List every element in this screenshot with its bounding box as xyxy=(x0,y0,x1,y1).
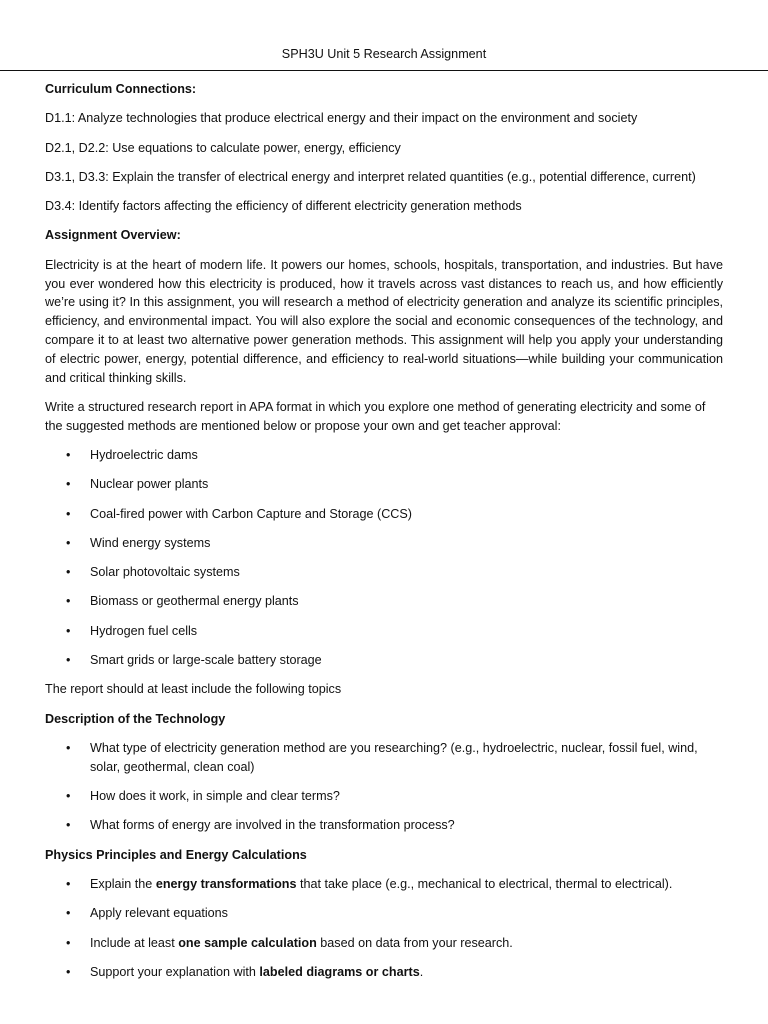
bullet-icon: • xyxy=(66,447,71,462)
item-text-pre: Include at least xyxy=(90,935,179,950)
description-heading: Description of the Technology xyxy=(45,711,226,726)
list-item xyxy=(45,739,723,777)
document-header xyxy=(0,47,768,61)
list-item xyxy=(45,651,723,670)
bullet-icon: • xyxy=(66,964,71,979)
method-text: Wind energy systems xyxy=(90,535,211,550)
list-item xyxy=(45,934,723,953)
bullet-icon: • xyxy=(66,789,71,804)
method-text: Hydroelectric dams xyxy=(90,447,198,462)
curriculum-item: D1.1: Analyze technologies that produce electrical energy and their impact on the environment and society xyxy=(45,111,638,126)
curriculum-item: D2.1, D2.2: Use equations to calculate power, energy, efficiency xyxy=(45,140,401,155)
item-text-post: that take place (e.g., mechanical to electrical, thermal to electrical). xyxy=(296,876,673,891)
item-text-bold: one sample calculation xyxy=(178,935,317,950)
list-item xyxy=(45,875,723,894)
instructions-paragraph: Write a structured research report in APA format in which you explore one method of generating electricity and some of the suggested methods are mentioned below or propose your own and get teacher approval: xyxy=(45,399,706,433)
topics-intro: The report should at least include the following topics xyxy=(45,682,342,697)
header-divider xyxy=(0,70,768,71)
curriculum-item: D3.1, D3.3: Explain the transfer of electrical energy and interpret related quantities (e.g., potential difference, current) xyxy=(45,169,696,184)
question-text: What forms of energy are involved in the transformation process? xyxy=(90,818,455,833)
method-text: Solar photovoltaic systems xyxy=(90,565,240,580)
question-text: What type of electricity generation method are you researching? (e.g., hydroelectric, nuclear, fossil fuel, wind, solar, geothermal, clean coal) xyxy=(90,740,698,774)
list-item xyxy=(45,787,723,806)
list-item xyxy=(45,592,723,611)
item-text-bold: labeled diagrams or charts xyxy=(259,964,420,979)
bullet-icon: • xyxy=(66,653,71,668)
list-item xyxy=(45,622,723,641)
curriculum-heading: Curriculum Connections: xyxy=(45,82,197,96)
bullet-icon: • xyxy=(66,876,71,891)
method-text: Nuclear power plants xyxy=(90,477,209,492)
list-item xyxy=(45,505,723,524)
bullet-icon: • xyxy=(66,565,71,580)
physics-heading: Physics Principles and Energy Calculations xyxy=(45,847,307,862)
list-item xyxy=(45,534,723,553)
item-text-post: based on data from your research. xyxy=(316,935,513,950)
overview-heading: Assignment Overview: xyxy=(45,228,181,243)
method-text: Biomass or geothermal energy plants xyxy=(90,594,299,609)
bullet-icon: • xyxy=(66,906,71,921)
bullet-icon: • xyxy=(66,594,71,609)
curriculum-item: D3.4: Identify factors affecting the efficiency of different electricity generation methods xyxy=(45,199,522,214)
item-text-post: . xyxy=(419,964,424,979)
item-text-pre: Explain the xyxy=(90,876,156,891)
bullet-icon: • xyxy=(66,506,71,521)
methods-list xyxy=(45,446,723,670)
list-item xyxy=(45,475,723,494)
list-item xyxy=(45,446,723,465)
list-item xyxy=(45,904,723,923)
method-text: Smart grids or large-scale battery storage xyxy=(90,653,322,668)
physics-list xyxy=(45,875,723,982)
bullet-icon: • xyxy=(66,818,71,833)
bullet-icon: • xyxy=(66,477,71,492)
list-item xyxy=(45,963,723,982)
bullet-icon: • xyxy=(66,535,71,550)
overview-paragraph: Electricity is at the heart of modern life. It powers our homes, schools, hospitals, transportation, and industries. But have you ever wondered how this electricity is produced, how it travels across vast distances to reach us, and how efficiently we’re using it? In this assignment, you will research a method of electricity generation and analyze its scientific principles, efficiency, and environmental impact. You will also explore the social and economic consequences of the technology, and compare it to at least two alternative power generation methods. This assignment will help you apply your understanding of electric power, energy, potential difference, and efficiency to real-world situations—while building your communication and critical thinking skills. xyxy=(45,257,723,385)
description-list xyxy=(45,739,723,835)
document-body xyxy=(45,80,723,992)
method-text: Hydrogen fuel cells xyxy=(90,623,198,638)
bullet-icon: • xyxy=(66,935,71,950)
list-item xyxy=(45,563,723,582)
list-item xyxy=(45,816,723,835)
document-title: SPH3U Unit 5 Research Assignment xyxy=(281,47,487,61)
item-text-bold: energy transformations xyxy=(155,876,297,891)
question-text: How does it work, in simple and clear terms? xyxy=(90,789,340,804)
method-text: Coal-fired power with Carbon Capture and Storage (CCS) xyxy=(90,506,412,521)
item-text-pre: Support your explanation with xyxy=(90,964,260,979)
bullet-icon: • xyxy=(66,623,71,638)
bullet-icon: • xyxy=(66,740,71,755)
item-text: Apply relevant equations xyxy=(90,906,228,921)
